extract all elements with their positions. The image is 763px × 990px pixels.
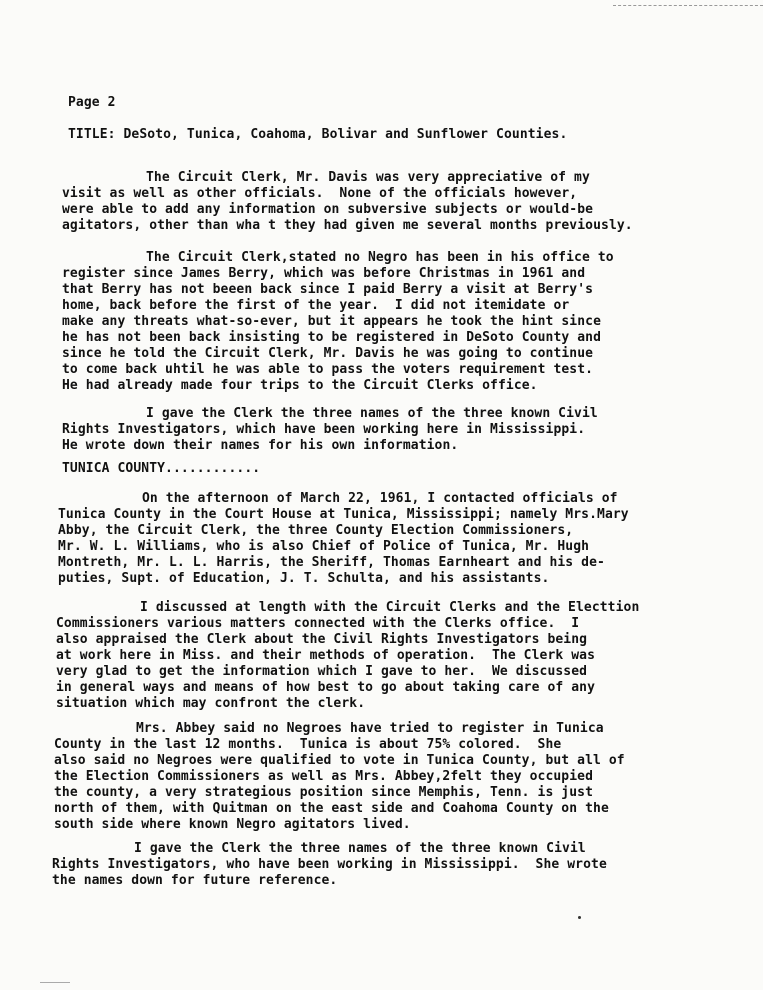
paragraph-line: Montreth, Mr. L. L. Harris, the Sheriff, Thomas Earnheart and his de- — [58, 555, 605, 570]
paragraph-line: Commissioners various matters connected with the Clerks office. I — [56, 616, 580, 631]
paragraph-line: very glad to get the information which I gave to her. We discussed — [56, 664, 588, 679]
paragraph-line: were able to add any information on subversive subjects or would-be — [62, 202, 594, 217]
paragraph-line: Tunica County in the Court House at Tunica, Mississippi; namely Mrs.Mary — [58, 507, 629, 522]
paragraph-line: also appraised the Clerk about the Civil Rights Investigators being — [56, 632, 588, 647]
paragraph-line: The Circuit Clerk, Mr. Davis was very appreciative of my — [146, 170, 590, 185]
paragraph-line: the names down for future reference. — [52, 873, 338, 888]
paragraph-line: Rights Investigators, which have been working here in Mississippi. — [62, 422, 586, 437]
paragraph-line: make any threats what-so-ever, but it appears he took the hint since — [62, 314, 602, 329]
paragraph-line: since he told the Circuit Clerk, Mr. Davis he was going to continue — [62, 346, 594, 361]
paragraph-line: the Election Commissioners as well as Mrs. Abbey,2felt they occupied — [54, 769, 594, 784]
paragraph-line: visit as well as other officials. None of the officials however, — [62, 186, 578, 201]
section-heading: TUNICA COUNTY............ — [62, 461, 261, 476]
paragraph-line: south side where known Negro agitators lived. — [54, 817, 411, 832]
scan-speck — [578, 916, 581, 919]
paragraph-line: situation which may confront the clerk. — [56, 696, 366, 711]
paragraph-line: the county, a very strategious position since Memphis, Tenn. is just — [54, 785, 594, 800]
paragraph-line: he has not been back insisting to be registered in DeSoto County and — [62, 330, 602, 345]
paragraph-line: I gave the Clerk the three names of the three known Civil — [146, 406, 598, 421]
paragraph-line: Abby, the Circuit Clerk, the three County Election Commissioners, — [58, 523, 574, 538]
paragraph-line: agitators, other than wha t they had given me several months previously. — [62, 218, 633, 233]
paragraph-line: in general ways and means of how best to go about taking care of any — [56, 680, 596, 695]
paragraph-line: that Berry has not beeen back since I paid Berry a visit at Berry's — [62, 282, 594, 297]
paragraph-line: to come back uhtil he was able to pass the voters requirement test. — [62, 362, 594, 377]
paragraph-line: home, back before the first of the year. I did not itemidate or — [62, 298, 570, 313]
paragraph-line: The Circuit Clerk,stated no Negro has been in his office to — [146, 250, 614, 265]
paragraph-line: County in the last 12 months. Tunica is about 75% colored. She — [54, 737, 562, 752]
paragraph-line: I gave the Clerk the three names of the three known Civil — [134, 841, 586, 856]
paragraph-line: also said no Negroes were qualified to vote in Tunica County, but all of — [54, 753, 625, 768]
page-number: Page 2 — [68, 95, 116, 110]
paragraph-line: north of them, with Quitman on the east side and Coahoma County on the — [54, 801, 609, 816]
scan-edge-artifact — [613, 0, 763, 6]
paragraph-line: I discussed at length with the Circuit Clerks and the Electtion — [140, 600, 640, 615]
paragraph-line: On the afternoon of March 22, 1961, I contacted officials of — [142, 491, 618, 506]
paragraph-line: Rights Investigators, who have been working in Mississippi. She wrote — [52, 857, 607, 872]
paragraph-line: He had already made four trips to the Circuit Clerks office. — [62, 378, 538, 393]
paragraph-line: puties, Supt. of Education, J. T. Schulta, and his assistants. — [58, 571, 550, 586]
paragraph-line: at work here in Miss. and their methods of operation. The Clerk was — [56, 648, 596, 663]
paragraph-line: Mr. W. L. Williams, who is also Chief of Police of Tunica, Mr. Hugh — [58, 539, 590, 554]
paragraph-line: register since James Berry, which was before Christmas in 1961 and — [62, 266, 586, 281]
document-title: TITLE: DeSoto, Tunica, Coahoma, Bolivar and Sunflower Counties. — [68, 127, 568, 142]
paragraph-line: Mrs. Abbey said no Negroes have tried to register in Tunica — [136, 721, 604, 736]
paragraph-line: He wrote down their names for his own information. — [62, 438, 459, 453]
scan-speck — [40, 982, 70, 983]
